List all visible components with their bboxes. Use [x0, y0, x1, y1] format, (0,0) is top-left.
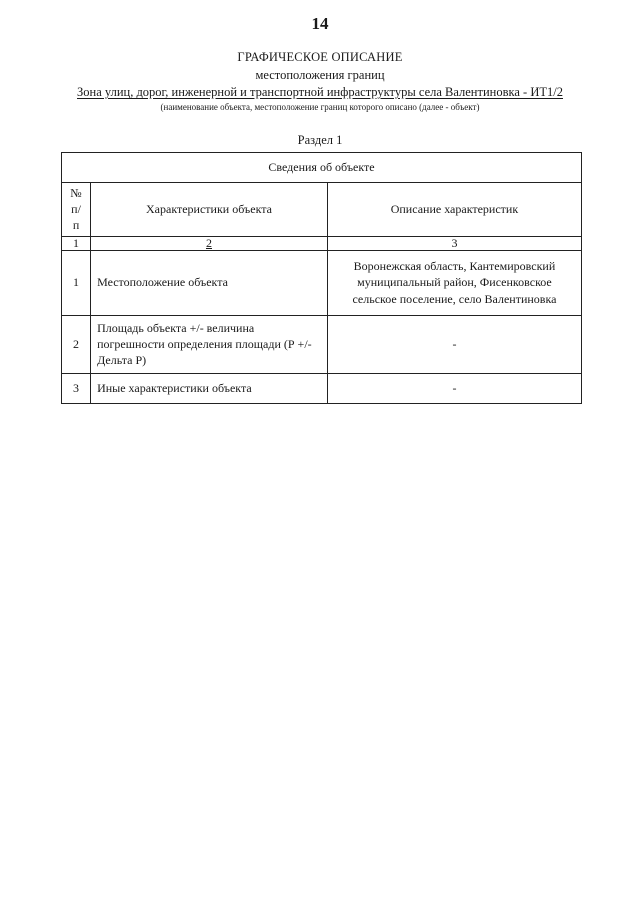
row-description: - [327, 315, 581, 373]
table-row [62, 315, 582, 373]
table-row [62, 250, 582, 315]
column-number-3: 3 [327, 236, 581, 250]
table-caption-row [62, 153, 582, 183]
row-number: 1 [62, 250, 91, 315]
row-number: 2 [62, 315, 91, 373]
column-number-1: 1 [62, 236, 91, 250]
row-description: Воронежская область, Кантемировский муниципальный район, Фисенковское сельское поселение, село Валентиновка [327, 250, 581, 315]
page-number: 14 [311, 14, 329, 33]
document-subtitle: местоположения границ [255, 68, 385, 82]
table-header-row [62, 183, 582, 237]
row-characteristic: Иные характеристики объекта [91, 373, 328, 403]
table-column-numbers-row [62, 236, 582, 250]
column-header-number: № п/п [62, 183, 91, 237]
row-description: - [327, 373, 581, 403]
object-info-table [61, 152, 582, 404]
column-header-description: Описание характеристик [327, 183, 581, 237]
column-header-characteristic: Характеристики объекта [91, 183, 328, 237]
document-title: ГРАФИЧЕСКОЕ ОПИСАНИЕ [237, 50, 403, 64]
row-number: 3 [62, 373, 91, 403]
column-number-2: 2 [91, 236, 328, 250]
object-name: Зона улиц, дорог, инженерной и транспортной инфраструктуры села Валентиновка - ИТ1/2 [77, 85, 563, 99]
row-characteristic: Местоположение объекта [91, 250, 328, 315]
section-title: Раздел 1 [297, 133, 343, 147]
table-caption: Сведения об объекте [62, 153, 582, 183]
table-row [62, 373, 582, 403]
object-name-caption: (наименование объекта, местоположение границ которого описано (далее - объект) [160, 102, 480, 112]
row-characteristic: Площадь объекта +/- величина погрешности определения площади (Р +/- Дельта Р) [91, 315, 328, 373]
